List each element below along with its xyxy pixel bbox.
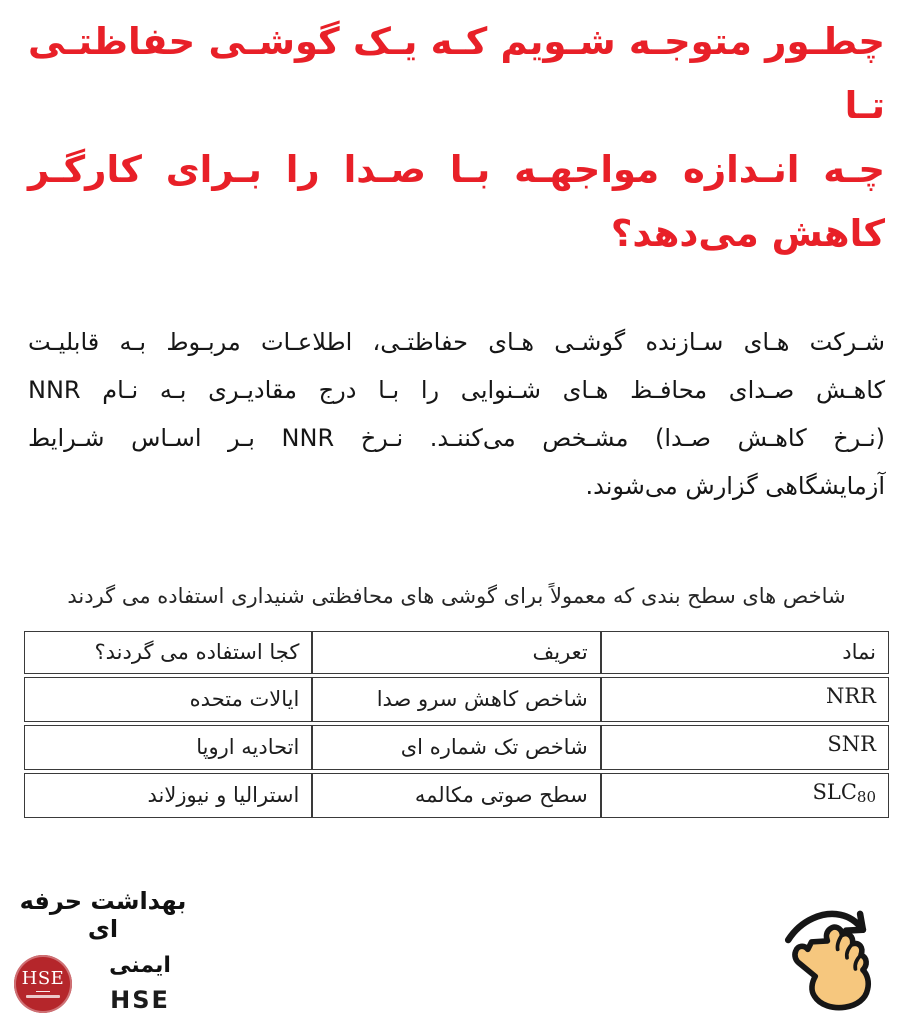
table-row — [24, 677, 889, 722]
brand-block — [14, 887, 192, 1014]
page-title — [28, 10, 885, 266]
symbol-cell: SNR — [601, 725, 889, 770]
paragraph-line: شـرکت هـای سـازنده گوشـی هـای حفاظتـی، اطلاعـات مربـوط بـه قابلیـت — [28, 328, 885, 356]
column-header-definition: تعریف — [312, 631, 600, 674]
logo-divider — [36, 991, 50, 992]
heading-line: چـه انـدازه مواجهـه بـا صـدا را بـرای کارگـر — [28, 148, 885, 191]
symbol-cell: NRR — [601, 677, 889, 722]
logo-fine-print — [26, 995, 60, 998]
intro-paragraph — [28, 318, 885, 510]
symbol-subscript: 80 — [856, 788, 876, 806]
paragraph-line: (نـرخ کاهـش صـدا) مشـخص می‌کننـد. نـرخ NNR بـر اسـاس شـرایط — [28, 424, 885, 452]
ratings-table-container — [24, 628, 889, 821]
region-cell: اتحادیه اروپا — [24, 725, 312, 770]
hse-logo — [14, 955, 72, 1013]
definition-cell: سطح صوتی مکالمه — [312, 773, 600, 818]
hse-logo-text: HSE — [21, 967, 65, 989]
paragraph-line: کاهـش صـدای محافـظ هـای شـنوایی را بـا درج مقادیـری بـه نـام NNR — [28, 376, 885, 404]
definition-cell: شاخص کاهش سرو صدا — [312, 677, 600, 722]
brand-hse-label: HSE — [110, 986, 170, 1014]
pointing-hand — [795, 927, 868, 1008]
column-header-symbol: نماد — [601, 631, 889, 674]
definition-cell: شاخص تک شماره ای — [312, 725, 600, 770]
brand-safety-label: ایمنی — [109, 953, 171, 978]
heading-line: کاهش می‌دهد؟ — [610, 212, 885, 255]
ratings-table — [24, 628, 889, 821]
symbol-cell: $SLC_{80}$ — [601, 773, 889, 818]
region-cell: ایالات متحده — [24, 677, 312, 722]
brand-title: بهداشت حرفه ای — [19, 887, 187, 943]
heading-line: چطـور متوجـه شـویم کـه یـک گوشـی حفاظتـی تـا — [28, 20, 885, 127]
column-header-region: کجا استفاده می گردند؟ — [24, 631, 312, 674]
paragraph-line: آزمایشگاهی گزارش می‌شوند. — [585, 472, 885, 500]
table-header-row — [24, 631, 889, 674]
table-caption: شاخص های سطح بندی که معمولاً برای گوشی های محافظتی شنیداری استفاده می گردند — [67, 584, 846, 608]
table-row — [24, 725, 889, 770]
swipe-right-hand-icon — [777, 890, 889, 1018]
region-cell: استرالیا و نیوزلاند — [24, 773, 312, 818]
table-row — [24, 773, 889, 818]
